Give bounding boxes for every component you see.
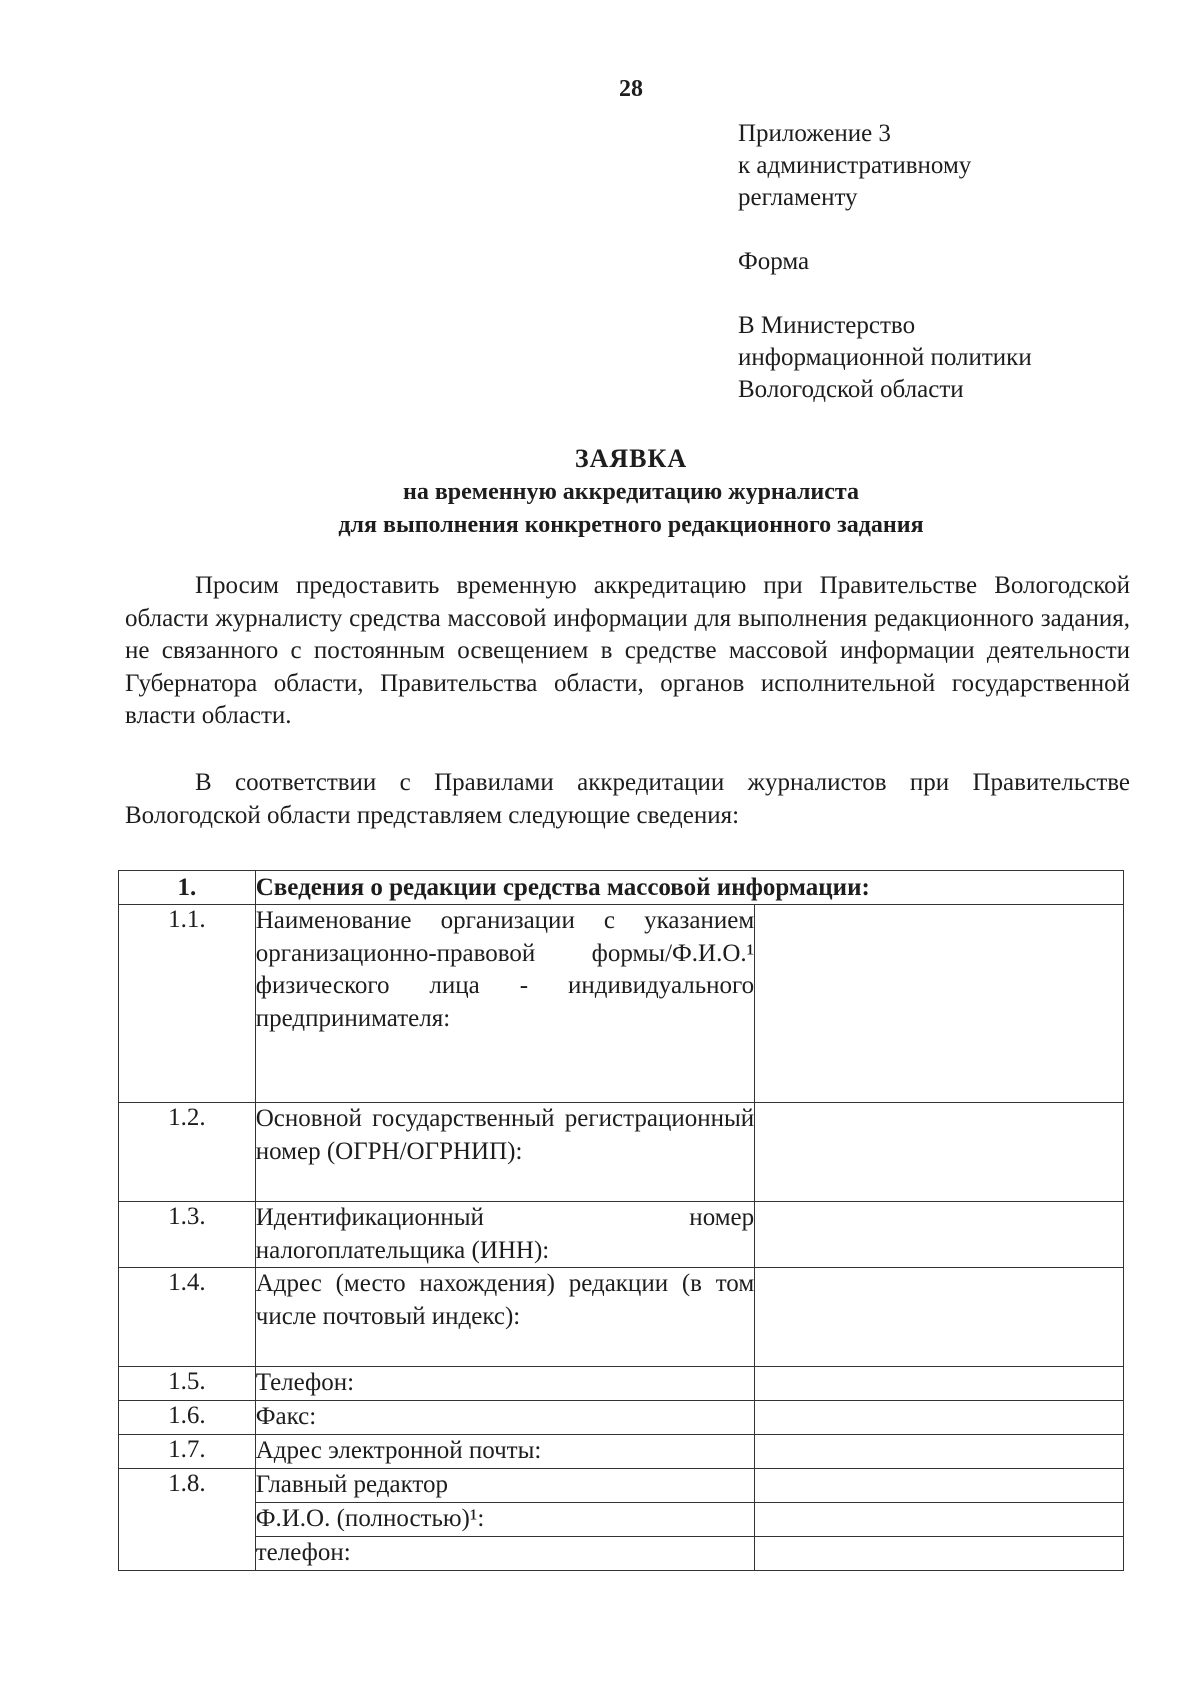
row-label: Телефон:	[255, 1367, 754, 1401]
row-number: 1.6.	[119, 1401, 256, 1435]
request-paragraph: Просим предоставить временную аккредитацию при Правительстве Вологодской области журналисту средства массовой информации для выполнения редакционного задания, не связанного с постоянным освещением в средстве массовой информации деятельности Губернатора области, Правительства области, органов исполнительной государственной власти области.	[125, 572, 1130, 729]
addressee-line-3: Вологодской области	[738, 376, 964, 403]
row-label: телефон:	[255, 1537, 754, 1571]
row-label: Ф.И.О. (полностью)¹:	[255, 1503, 754, 1537]
row-label: Основной государственный регистрационный номер (ОГРН/ОГРНИП):	[255, 1103, 754, 1202]
table-row	[119, 1268, 1124, 1367]
row-value-field[interactable]	[755, 905, 1124, 1103]
table-row	[119, 1202, 1124, 1268]
row-value-field[interactable]	[755, 1268, 1124, 1367]
row-label: Адрес электронной почты:	[255, 1435, 754, 1469]
row-number: 1.2.	[119, 1103, 256, 1202]
table-row	[119, 1401, 1124, 1435]
row-number: 1.8.	[119, 1469, 256, 1571]
table-row	[119, 1537, 1124, 1571]
form-label: Форма	[738, 248, 810, 275]
row-value-field[interactable]	[755, 1367, 1124, 1401]
row-number: 1.1.	[119, 905, 256, 1103]
row-value-field[interactable]	[755, 1401, 1124, 1435]
row-value-field[interactable]	[755, 1103, 1124, 1202]
rules-paragraph: В соответствии с Правилами аккредитации журналистов при Правительстве Вологодской области представляем следующие сведения:	[125, 769, 1130, 829]
document-subtitle-1: на временную аккредитацию журналиста	[403, 479, 859, 505]
table-row	[119, 905, 1124, 1103]
row-value-field[interactable]	[755, 1503, 1124, 1537]
media-info-table	[118, 870, 1124, 1571]
document-title: ЗАЯВКА	[574, 444, 688, 473]
row-number: 1.4.	[119, 1268, 256, 1367]
row-value-field[interactable]	[755, 1537, 1124, 1571]
page-number: 28	[619, 76, 643, 102]
row-label: Адрес (место нахождения) редакции (в том числе почтовый индекс):	[255, 1268, 754, 1367]
table-row	[119, 1435, 1124, 1469]
row-value-field[interactable]	[755, 1202, 1124, 1268]
table-row	[119, 1367, 1124, 1401]
row-number: 1.3.	[119, 1202, 256, 1268]
document-subtitle-2: для выполнения конкретного редакционного задания	[338, 512, 924, 538]
addressee-line-2: информационной политики	[738, 344, 1032, 371]
section-title: Сведения о редакции средства массовой информации:	[255, 871, 1123, 905]
annex-line-2: к административному	[738, 152, 972, 179]
row-label: Идентификационный номер налогоплательщика (ИНН):	[255, 1202, 754, 1268]
row-number: 1.5.	[119, 1367, 256, 1401]
row-label: Главный редактор	[255, 1469, 754, 1503]
row-number: 1.7.	[119, 1435, 256, 1469]
addressee-line-1: В Министерство	[738, 312, 916, 339]
section-number: 1.	[119, 871, 256, 905]
annex-line-1: Приложение 3	[738, 120, 891, 147]
row-label: Наименование организации с указанием организационно-правовой формы/Ф.И.О.¹ физического лица - индивидуального предпринимателя:	[255, 905, 754, 1103]
table-row	[119, 1103, 1124, 1202]
row-label: Факс:	[255, 1401, 754, 1435]
annex-block	[738, 118, 1032, 406]
table-row	[119, 1469, 1124, 1503]
row-value-field[interactable]	[755, 1435, 1124, 1469]
table-header-row	[119, 871, 1124, 905]
table-row	[119, 1503, 1124, 1537]
row-value-field[interactable]	[755, 1469, 1124, 1503]
annex-line-3: регламенту	[738, 184, 858, 211]
